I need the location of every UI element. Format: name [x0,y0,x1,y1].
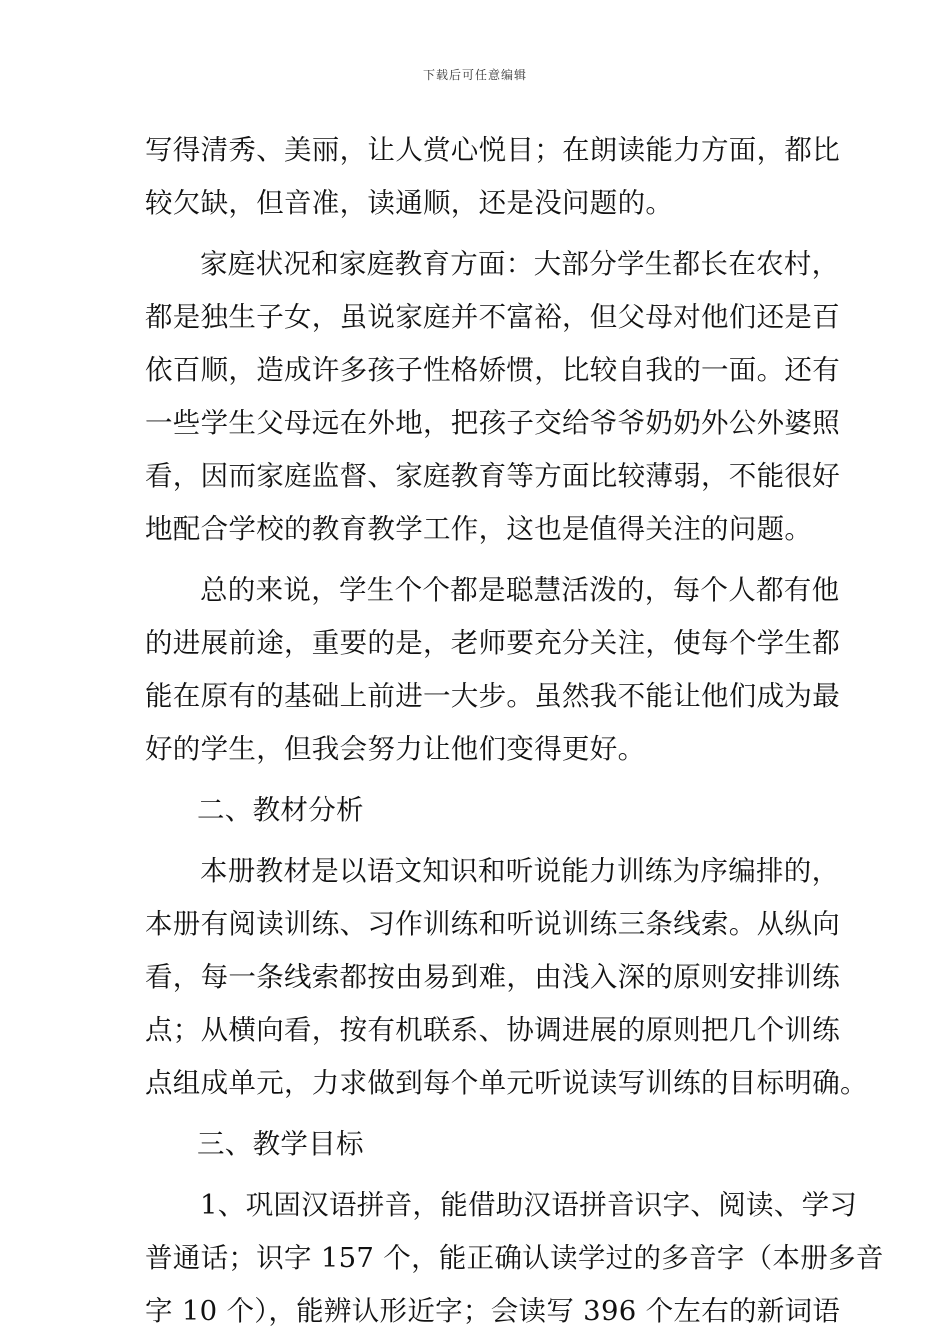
text-line: 都是独生子女，虽说家庭并不富裕，但父母对他们还是百 [145,301,840,333]
text-line: 点；从横向看，按有机联系、协调进展的原则把几个训练 [145,1014,840,1046]
text-line: 依百顺，造成许多孩子性格娇惯，比较自我的一面。还有 [145,354,840,386]
text-line: 看，每一条线索都按由易到难，由浅入深的原则安排训练 [145,961,840,993]
paragraph-5 [145,1179,884,1338]
text-line: 写得清秀、美丽，让人赏心悦目；在朗读能力方面，都比 [145,134,840,166]
text-line: 一些学生父母远在外地，把孩子交给爷爷奶奶外公外婆照 [145,407,840,439]
text-line: 能在原有的基础上前进一大步。虽然我不能让他们成为最 [145,680,840,712]
text-line: 地配合学校的教育教学工作，这也是值得关注的问题。 [145,513,813,545]
text-line: 看，因而家庭监督、家庭教育等方面比较薄弱，不能很好 [145,460,840,492]
page-header: 下载后可任意编辑 [422,68,527,82]
text-line: 好的学生，但我会努力让他们变得更好。 [145,733,646,765]
paragraph-4 [145,845,868,1110]
paragraph-1 [145,124,840,230]
text-line: 较欠缺，但音准，读通顺，还是没问题的。 [145,187,674,219]
text-line: 本册教材是以语文知识和听说能力训练为序编排的， [200,855,840,887]
paragraph-3 [145,564,840,776]
text-line: 本册有阅读训练、习作训练和听说训练三条线索。从纵向 [145,908,840,940]
text-line: 的进展前途，重要的是，老师要充分关注，使每个学生都 [145,627,840,659]
text-line: 1、巩固汉语拼音，能借助汉语拼音识字、阅读、学习 [200,1189,858,1221]
text-line: 点组成单元，力求做到每个单元听说读写训练的目标明确。 [145,1067,868,1099]
text-line: 家庭状况和家庭教育方面：大部分学生都长在农村， [200,248,840,280]
paragraph-2 [145,238,840,556]
text-line: 字 10 个），能辨认形近字；会读写 396 个左右的新词语 [145,1295,841,1327]
section-heading-teaching-goals: 三、教学目标 [197,1128,364,1160]
text-line: 总的来说，学生个个都是聪慧活泼的，每个人都有他 [200,574,840,606]
text-line: 普通话；识字 157 个，能正确认读学过的多音字（本册多音 [145,1242,884,1274]
document-body [145,124,884,1338]
section-heading-textbook-analysis: 二、教材分析 [197,794,364,826]
